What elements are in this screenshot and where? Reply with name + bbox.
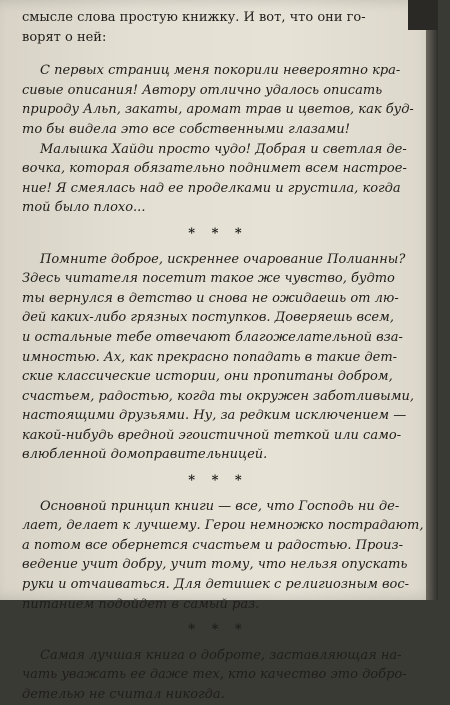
text-line: Помните доброе, искреннее очарование Полианны?: [40, 251, 406, 267]
text-line: ские классические истории, они пропитаны добром,: [22, 369, 393, 385]
text-line: и остальные тебе отвечают благожелательной вза-: [22, 329, 403, 345]
text-line: вочка, которая обязательно поднимет всем настрое-: [22, 161, 407, 177]
text-line: Здесь читателя посетит такое же чувство, будто: [22, 271, 395, 287]
text-line: питанием подойдет в самый раз.: [22, 596, 260, 612]
text-line: настоящими друзьями. Ну, за редким исключением —: [22, 408, 407, 424]
text-line: влюбленной домоправительницей.: [22, 447, 268, 463]
page-text: [22, 8, 424, 705]
page-edge: [426, 0, 438, 600]
text-line: ние! Я смеялась над ее проделками и грустила, когда: [22, 180, 401, 196]
text-line: смысле слова простую книжку. И вот, что они го-: [22, 10, 366, 25]
text-line: сивые описания! Автору отлично удалось описать: [22, 82, 383, 98]
text-line: имностью. Ах, как прекрасно попадать в такие дет-: [22, 349, 398, 365]
text-line: детелью не считал никогда.: [22, 687, 225, 702]
section-separator: * * *: [188, 622, 248, 638]
text-line: ворят о ней:: [22, 29, 107, 45]
text-line: руки и отчаиваться. Для детишек с религиозным вос-: [22, 577, 410, 593]
review-1: [22, 61, 414, 218]
text-line: С первых страниц меня покорили невероятно кра-: [40, 63, 401, 79]
section-separator: * * *: [188, 473, 248, 489]
text-line: а потом все обернется счастьем и радостью. Произ-: [22, 537, 403, 553]
text-line: ведение учит добру, учит тому, что нельзя опускать: [22, 557, 408, 573]
intro-paragraph: [22, 8, 414, 47]
text-line: природу Альп, закаты, аромат трав и цветов, как буд-: [22, 102, 414, 118]
text-line: Основной принцип книги — все, что Господь ни де-: [40, 498, 400, 514]
review-3: [22, 497, 424, 615]
text-line: Самая лучшая книга о доброте, заставляющая на-: [40, 647, 402, 663]
text-line: Малышка Хайди просто чудо! Добрая и светлая де-: [40, 141, 407, 157]
text-line: ты вернулся в детство и снова не ожидаешь от лю-: [22, 290, 399, 306]
review-4: [22, 646, 414, 705]
text-line: той было плохо...: [22, 200, 146, 216]
text-line: какой-нибудь вредной эгоистичной теткой или само-: [22, 427, 402, 443]
section-separator: * * *: [188, 225, 248, 241]
text-line: дей каких-либо грязных поступков. Доверяешь всем,: [22, 310, 394, 326]
review-2: [22, 250, 414, 466]
text-line: чать уважать ее даже тех, кто качество это добро-: [22, 667, 407, 683]
text-line: то бы видела это все собственными глазами!: [22, 121, 350, 137]
text-line: лает, делает к лучшему. Герои немножко пострадают,: [22, 518, 424, 534]
text-line: счастьем, радостью, когда ты окружен заботливыми,: [22, 388, 415, 404]
